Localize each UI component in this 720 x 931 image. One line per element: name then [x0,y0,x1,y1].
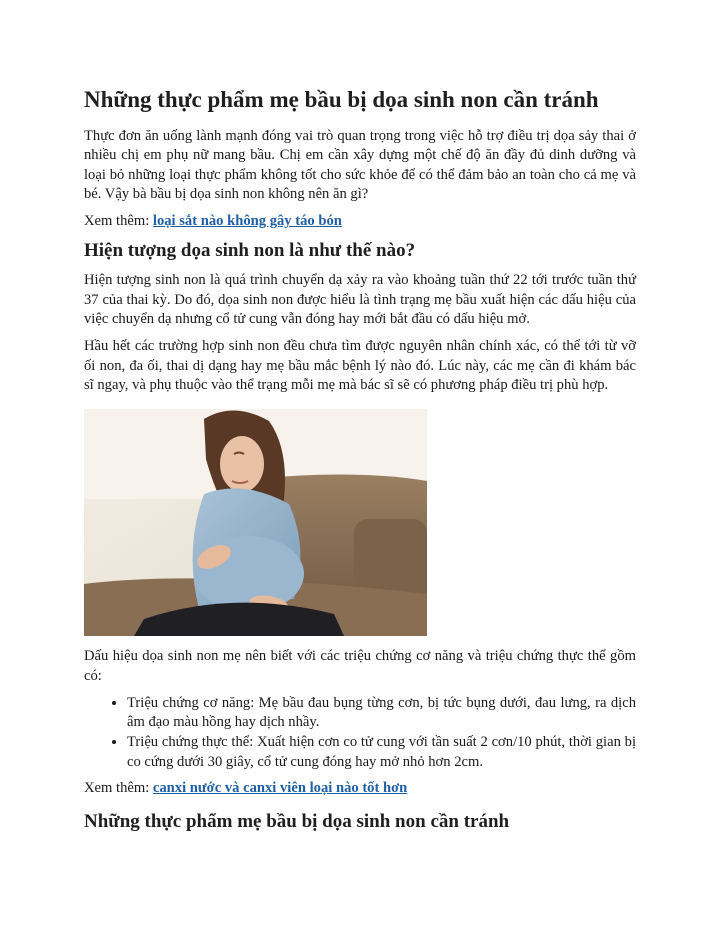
see-also-1 [84,212,636,231]
see-also-link-calcium[interactable]: canxi nước và canxi viên loại nào tốt hơn [152,780,408,797]
symptoms-intro: Dấu hiệu dọa sinh non mẹ nên biết với các triệu chứng cơ năng và triệu chứng thực thể gồm có: [84,648,636,684]
paragraph-definition: Hiện tượng sinh non là quá trình chuyển dạ xảy ra vào khoảng tuần thứ 22 tới trước tuần thứ 37 của thai kỳ. Do đó, dọa sinh non được hiểu là tình trạng mẹ bầu xuất hiện các dấu hiệu của việc chuyển dạ nhưng cổ tử cung vẫn đóng hay mới bắt đầu có dấu hiệu mở. [84,272,636,328]
intro-paragraph: Thực đơn ăn uống lành mạnh đóng vai trò quan trọng trong việc hỗ trợ điều trị dọa sảy thai ở nhiều chị em phụ nữ mang bầu. Chị em cần xây dựng một chế độ ăn đầy đủ dinh dưỡng và loại bỏ những loại thực phẩm không tốt cho sức khỏe để có thể đảm bảo an toàn cho cả mẹ và bé. Vậy bà bầu bị dọa sinh non không nên ăn gì? [84,128,636,202]
list-item: • Triệu chứng cơ năng: Mẹ bầu đau bụng từng cơn, bị tức bụng dưới, đau lưng, ra dịch âm đạo màu hồng hay dịch nhầy. [127,694,636,733]
article [84,86,636,842]
section-heading-preterm: Hiện tượng dọa sinh non là như thế nào? [84,240,416,262]
symptoms-list [84,694,636,772]
see-also-prefix: Xem thêm: [84,780,153,797]
list-item: • Triệu chứng thực thể: Xuất hiện cơn co tử cung với tần suất 2 cơn/10 phút, thời gian bị co cứng dưới 30 giây, cổ tử cung đóng hay mở nhỏ hơn 2cm. [127,733,636,772]
section-heading-foods: Những thực phẩm mẹ bầu bị dọa sinh non cần tránh [84,811,510,833]
see-also-2 [84,779,636,798]
see-also-link-iron[interactable]: loại sắt nào không gây táo bón [152,213,342,230]
paragraph-causes: Hầu hết các trường hợp sinh non đều chưa tìm được nguyên nhân chính xác, có thể tới từ vỡ ối non, đa ối, thai dị dạng hay mẹ bầu mắc bệnh lý nào đó. Lúc này, các mẹ cần đi khám bác sĩ ngay, và phụ thuộc vào thể trạng mỗi mẹ mà bác sĩ sẽ có phương pháp điều trị phù hợp. [84,338,636,393]
article-title: Những thực phẩm mẹ bầu bị dọa sinh non cần tránh [84,87,599,112]
pregnant-woman-illustration [84,409,427,636]
pregnant-woman-photo [84,409,427,636]
see-also-prefix: Xem thêm: [84,213,153,230]
